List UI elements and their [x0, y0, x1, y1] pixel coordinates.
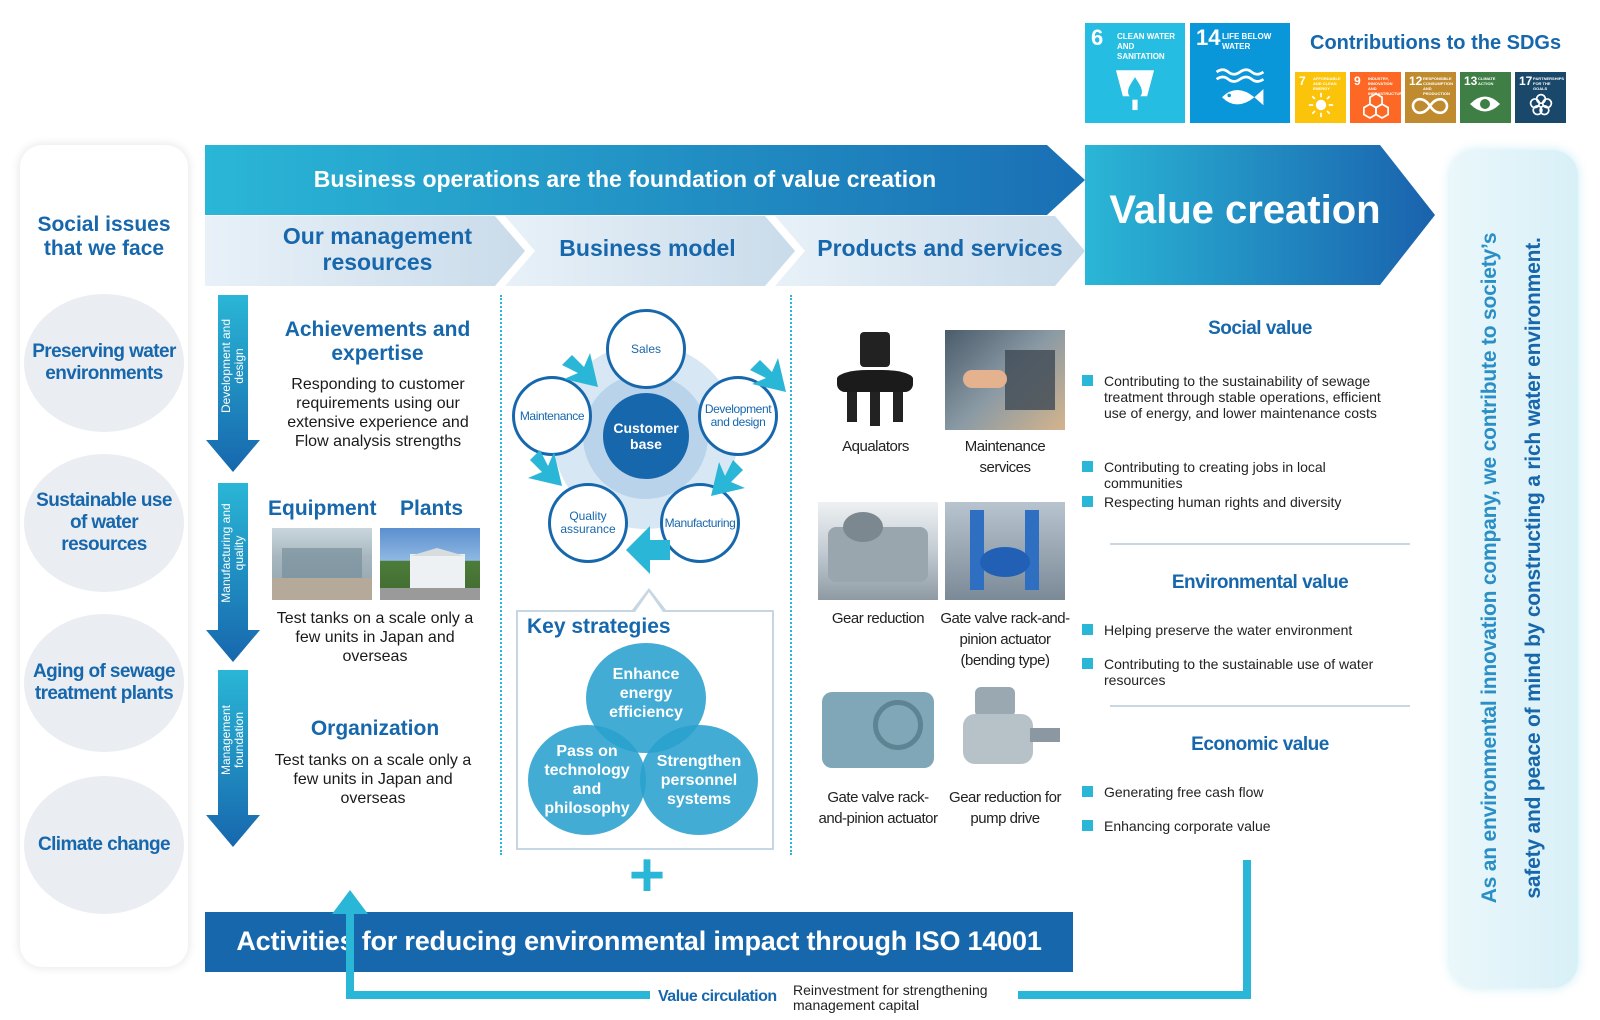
value-divider [1110, 543, 1410, 545]
sdg-12-number: 12 [1409, 74, 1423, 88]
social-issues-title: Social issues that we face [37, 213, 171, 260]
sdg-13-label: CLIMATE ACTION [1478, 76, 1496, 86]
aqualator-photo [825, 330, 925, 430]
node-sales: Sales [606, 309, 686, 389]
column-management-resources: Our management resources [282, 223, 473, 275]
sdg-12-tile [1405, 72, 1456, 123]
product-maintenance-services: Maintenance services [964, 438, 1046, 476]
column-separator [790, 295, 792, 855]
mission-line-2: safety and peace of mind by constructing a rich water environment. [1522, 237, 1545, 899]
sdg-13-tile [1460, 72, 1511, 123]
equipment-title: Equipment [268, 497, 377, 520]
value-creation-title: Value creation [1109, 188, 1381, 232]
environmental-value-item [1104, 656, 1404, 688]
value-circulation-label: Value circulation [658, 988, 777, 1005]
node-development-design: Development and design [698, 376, 778, 456]
achievements-text: Responding to customer requirements using our extensive experience and Flow analysis strengths [287, 376, 469, 450]
organization-title: Organization [310, 717, 440, 740]
sdgs-title: Contributions to the SDGs [1310, 32, 1562, 54]
value-divider [1110, 705, 1410, 707]
sun-icon [1308, 92, 1334, 118]
sdg-14-tile [1190, 23, 1290, 123]
column-products-services: Products and services [817, 235, 1063, 261]
equipment-text: Test tanks on a scale only a few units in Japan and overseas [276, 610, 474, 665]
node-manufacturing: Manufacturing [660, 483, 740, 563]
infinity-icon [1413, 97, 1447, 115]
node-maintenance: Maintenance [512, 376, 592, 456]
test-tank-photo [272, 528, 372, 600]
economic-value-title: Economic value [1191, 734, 1329, 755]
social-value-text: Contributing to the sustainability of sewage treatment through stable operations, efficient use of energy, and lower maintenance costs [1104, 373, 1381, 421]
water-drop-icon [1109, 65, 1161, 117]
value-circulation-note: Reinvestment for strengthening management capital [793, 982, 988, 1013]
strategy-energy-efficiency: Enhance energy efficiency [586, 643, 706, 753]
node-quality-assurance: Quality assurance [548, 483, 628, 563]
business-operations-title: Business operations are the foundation of value creation [313, 166, 937, 192]
sdg-17-label: PARTNERSHIPS FOR THE GOALS [1533, 76, 1565, 91]
social-value-title: Social value [1208, 318, 1312, 339]
sdg-6-tile [1085, 23, 1185, 123]
value-circulation-loop [330, 860, 1250, 1010]
achievements-title: Achievements and expertise [284, 318, 471, 365]
cycle-arrows [520, 330, 770, 580]
cubes-icon [1363, 92, 1389, 118]
product-gate-valve-actuator: Gate valve rack-and-pinion actuator [818, 789, 938, 827]
bullet-square [1082, 496, 1093, 507]
sdg-7-number: 7 [1299, 74, 1306, 88]
fish-icon [1210, 63, 1270, 117]
economic-value-item [1104, 784, 1404, 800]
sdg-9-tile [1350, 72, 1405, 123]
plant-building-photo [380, 528, 480, 600]
sdg-17-number: 17 [1519, 74, 1533, 88]
bullet-square [1082, 461, 1093, 472]
bullet-square [1082, 786, 1093, 797]
organization-text: Test tanks on a scale only a few units in Japan and overseas [274, 752, 472, 807]
sdg-14-label: LIFE BELOW WATER [1222, 32, 1272, 51]
flow-label-manufacturing: Manufacturing and quality [219, 503, 246, 603]
issue-sustainable-water: Sustainable use of water resources [24, 454, 184, 592]
gate-valve-bending-photo [945, 502, 1065, 600]
mission-panel [1450, 150, 1578, 988]
bullet-square [1082, 820, 1093, 831]
bullet-square [1082, 375, 1093, 386]
sdg-17-tile [1515, 72, 1566, 123]
product-gate-valve-bending: Gate valve rack-and-pinion actuator (bending type) [940, 610, 1070, 669]
issue-preserving-water: Preserving water environments [24, 294, 184, 432]
economic-value-item [1104, 818, 1404, 834]
environmental-value-title: Environmental value [1171, 572, 1349, 593]
sdg-6-label: CLEAN WATER AND SANITATION [1117, 32, 1176, 61]
sdg-13-number: 13 [1464, 74, 1478, 88]
flower-icon [1528, 92, 1554, 118]
product-gear-reduction: Gear reduction [831, 610, 925, 627]
maintenance-photo [945, 330, 1065, 430]
economic-value-text: Enhancing corporate value [1104, 818, 1271, 834]
sdg-7-label: AFFORDABLE AND CLEAN ENERGY [1313, 76, 1341, 91]
issue-aging-plants: Aging of sewage treatment plants [24, 614, 184, 752]
social-value-text: Respecting human rights and diversity [1104, 494, 1342, 510]
key-strategies-pointer-inner [635, 592, 663, 612]
economic-value-text: Generating free cash flow [1104, 784, 1264, 800]
flow-label-management: Management foundation [219, 704, 246, 776]
column-business-model: Business model [559, 235, 736, 261]
mission-line-1: As an environmental innovation company, we contribute to society’s [1478, 232, 1501, 904]
bullet-square [1082, 658, 1093, 669]
sdg-14-number: 14 [1196, 25, 1221, 50]
bullet-square [1082, 624, 1093, 635]
social-value-item [1104, 373, 1394, 421]
eye-earth-icon [1468, 94, 1502, 114]
key-strategies-title: Key strategies [527, 615, 671, 638]
iso-activities-title: Activities for reducing environmental impact through ISO 14001 [236, 926, 1042, 956]
flow-label-development: Development and design [219, 318, 246, 414]
social-value-item [1104, 459, 1344, 491]
issue-climate-change: Climate change [24, 776, 184, 914]
sdg-12-label: RESPONSIBLE CONSUMPTION AND PRODUCTION [1423, 76, 1453, 96]
sdg-7-tile [1295, 72, 1346, 123]
social-value-item [1104, 494, 1404, 510]
sdg-9-label: INDUSTRY, INNOVATION AND INFRASTRUCTURE [1368, 76, 1405, 96]
column-separator [500, 295, 502, 855]
product-gear-pump-drive: Gear reduction for pump drive [949, 789, 1061, 827]
plus-icon: + [628, 841, 666, 910]
strategy-strengthen-personnel: Strengthen personnel systems [640, 725, 758, 835]
sdg-6-number: 6 [1091, 25, 1104, 50]
sdg-9-number: 9 [1354, 74, 1361, 88]
social-value-text: Contributing to creating jobs in local communities [1104, 459, 1326, 491]
strategy-pass-on-technology: Pass on technology and philosophy [528, 725, 646, 835]
customer-base-node: Customer base [603, 393, 689, 479]
environmental-value-text: Helping preserve the water environment [1104, 622, 1353, 638]
gate-valve-actuator-photo [818, 682, 938, 782]
product-aqualators: Aqualators [842, 438, 909, 455]
environmental-value-text: Contributing to the sustainable use of water resources [1104, 656, 1374, 688]
gear-reduction-photo [818, 502, 938, 600]
environmental-value-item [1104, 622, 1404, 638]
gear-pump-drive-photo [945, 682, 1065, 782]
plants-title: Plants [400, 497, 464, 520]
